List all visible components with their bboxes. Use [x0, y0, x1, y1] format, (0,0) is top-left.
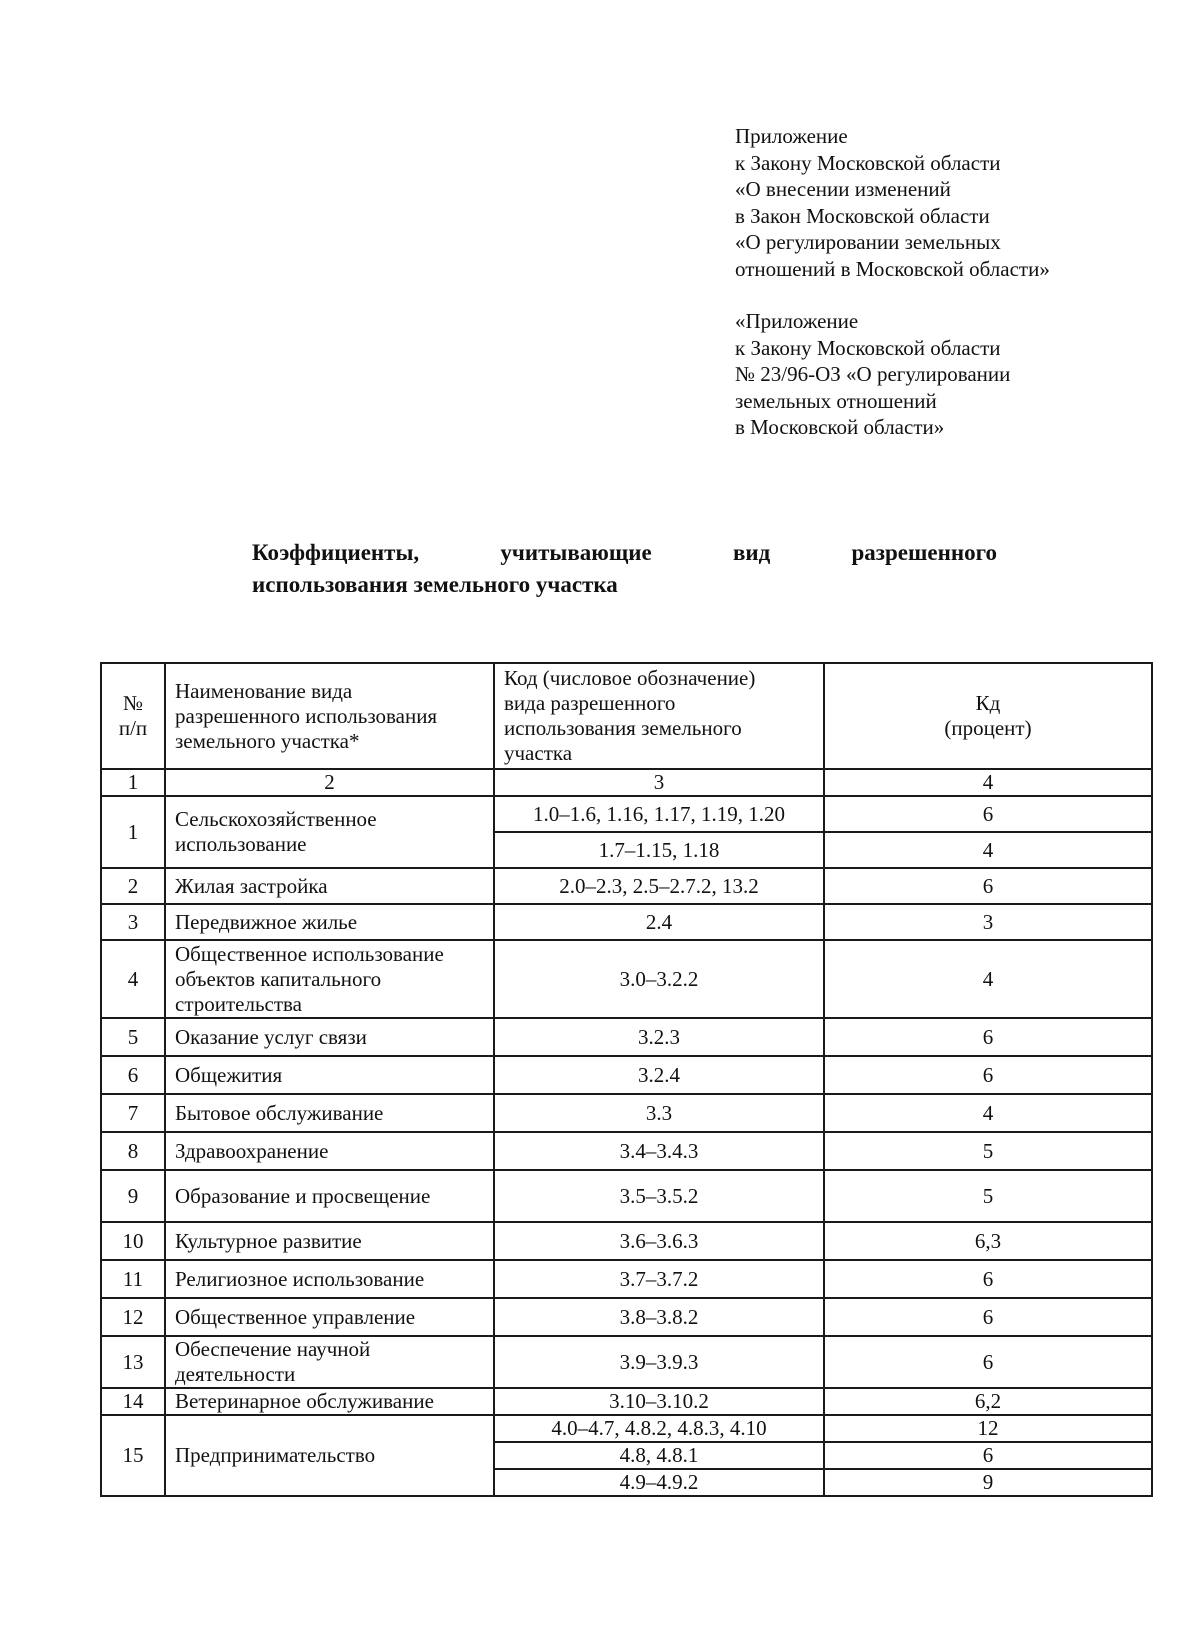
land-use-code: 3.6–3.6.3	[494, 1222, 824, 1260]
document-title-line-1	[252, 537, 997, 569]
row-number: 7	[101, 1094, 165, 1132]
row-number: 9	[101, 1170, 165, 1222]
land-use-name: Оказание услуг связи	[165, 1018, 494, 1056]
row-number: 15	[101, 1415, 165, 1496]
land-use-name: Общественное управление	[165, 1298, 494, 1336]
table-row	[101, 1260, 1152, 1298]
land-use-name: Бытовое обслуживание	[165, 1094, 494, 1132]
header-num-line: п/п	[118, 716, 148, 740]
land-use-code: 3.3	[494, 1094, 824, 1132]
table-row	[101, 904, 1152, 940]
kd-percent: 6	[824, 1056, 1152, 1094]
table-row	[101, 1415, 1152, 1442]
land-use-code: 1.0–1.6, 1.16, 1.17, 1.19, 1.20	[494, 796, 824, 832]
row-number: 11	[101, 1260, 165, 1298]
kd-percent: 3	[824, 904, 1152, 940]
document-title-line-2: использования земельного участка	[252, 572, 618, 597]
header-num-line: №	[122, 691, 144, 715]
land-use-code: 2.0–2.3, 2.5–2.7.2, 13.2	[494, 868, 824, 904]
column-number-row	[101, 769, 1152, 796]
column-number: 2	[165, 769, 494, 796]
kd-percent: 6	[824, 1336, 1152, 1388]
header-code-line: участка	[504, 741, 573, 765]
land-use-name: Здравоохранение	[165, 1132, 494, 1170]
header-num	[101, 663, 165, 769]
header-code	[494, 663, 824, 769]
table-row	[101, 1018, 1152, 1056]
land-use-code: 3.5–3.5.2	[494, 1170, 824, 1222]
land-use-code: 3.0–3.2.2	[494, 940, 824, 1018]
land-use-name: Передвижное жилье	[165, 904, 494, 940]
land-use-code: 4.8, 4.8.1	[494, 1442, 824, 1469]
land-use-name: Образование и просвещение	[165, 1170, 494, 1222]
land-use-name: Предпринимательство	[165, 1415, 494, 1496]
original-appendix-header-line: «Приложение	[735, 309, 859, 333]
row-number: 10	[101, 1222, 165, 1260]
land-use-name: Ветеринарное обслуживание	[165, 1388, 494, 1415]
row-number: 5	[101, 1018, 165, 1056]
table-row	[101, 1222, 1152, 1260]
land-use-name: Сельскохозяйственное использование	[165, 796, 494, 868]
header-kd	[824, 663, 1152, 769]
document-title	[252, 537, 997, 601]
table-row	[101, 940, 1152, 1018]
original-appendix-header	[735, 308, 1155, 441]
land-use-code: 3.4–3.4.3	[494, 1132, 824, 1170]
row-number: 3	[101, 904, 165, 940]
land-use-code: 4.9–4.9.2	[494, 1469, 824, 1496]
table-row	[101, 796, 1152, 832]
land-use-name: Обеспечение научной деятельности	[165, 1336, 494, 1388]
kd-percent: 4	[824, 940, 1152, 1018]
table-row	[101, 1388, 1152, 1415]
row-number: 12	[101, 1298, 165, 1336]
original-appendix-header-line: земельных отношений	[735, 388, 937, 413]
land-use-code: 3.10–3.10.2	[494, 1388, 824, 1415]
original-appendix-header-line: в Московской области»	[735, 415, 945, 439]
kd-percent: 4	[824, 1094, 1152, 1132]
appendix-header-line: в Закон Московской области	[735, 203, 990, 228]
table-row	[101, 1056, 1152, 1094]
table-row	[101, 1336, 1152, 1388]
land-use-code: 3.8–3.8.2	[494, 1298, 824, 1336]
column-number: 3	[494, 769, 824, 796]
column-number: 1	[101, 769, 165, 796]
original-appendix-header-line: № 23/96-ОЗ «О регулировании	[735, 362, 1011, 386]
kd-percent: 6,3	[824, 1222, 1152, 1260]
header-kd-line: Кд	[975, 691, 1001, 715]
header-kd-line: (процент)	[944, 716, 1032, 740]
coefficients-table	[100, 662, 1153, 1497]
kd-percent: 9	[824, 1469, 1152, 1496]
original-appendix-header-line: к Закону Московской области	[735, 335, 1001, 360]
kd-percent: 6	[824, 868, 1152, 904]
header-code-line: вида разрешенного	[504, 691, 676, 715]
kd-percent: 6,2	[824, 1388, 1152, 1415]
kd-percent: 6	[824, 1442, 1152, 1469]
title-word: вид	[732, 540, 771, 565]
land-use-code: 3.7–3.7.2	[494, 1260, 824, 1298]
kd-percent: 6	[824, 1298, 1152, 1336]
appendix-header-line: «О внесении изменений	[735, 177, 951, 201]
table-row	[101, 868, 1152, 904]
row-number: 8	[101, 1132, 165, 1170]
kd-percent: 12	[824, 1415, 1152, 1442]
table-row	[101, 1170, 1152, 1222]
row-number: 2	[101, 868, 165, 904]
kd-percent: 6	[824, 1018, 1152, 1056]
appendix-header-line: «О регулировании земельных	[735, 230, 1001, 254]
header-code-line: использования земельного	[504, 716, 742, 740]
land-use-code: 3.9–3.9.3	[494, 1336, 824, 1388]
row-number: 13	[101, 1336, 165, 1388]
land-use-code: 4.0–4.7, 4.8.2, 4.8.3, 4.10	[494, 1415, 824, 1442]
land-use-code: 2.4	[494, 904, 824, 940]
table-header-row	[101, 663, 1152, 769]
appendix-header-line: к Закону Московской области	[735, 150, 1001, 175]
kd-percent: 5	[824, 1132, 1152, 1170]
table-row	[101, 1132, 1152, 1170]
title-word: учитывающие	[500, 540, 652, 565]
header-name-line: разрешенного использования	[175, 703, 438, 728]
title-word: разрешенного	[851, 540, 997, 565]
land-use-name: Общественное использование объектов капитального строительства	[165, 940, 494, 1018]
column-number: 4	[824, 769, 1152, 796]
land-use-name: Общежития	[165, 1056, 494, 1094]
kd-percent: 4	[824, 832, 1152, 868]
kd-percent: 5	[824, 1170, 1152, 1222]
land-use-name: Религиозное использование	[165, 1260, 494, 1298]
appendix-header-line: отношений в Московской области»	[735, 256, 1050, 281]
row-number: 6	[101, 1056, 165, 1094]
land-use-code: 3.2.4	[494, 1056, 824, 1094]
land-use-code: 3.2.3	[494, 1018, 824, 1056]
header-name-line: Наименование вида	[175, 678, 353, 703]
row-number: 4	[101, 940, 165, 1018]
kd-percent: 6	[824, 1260, 1152, 1298]
header-name-line: земельного участка*	[175, 728, 360, 753]
title-word: Коэффициенты,	[252, 540, 420, 565]
header-name	[165, 663, 494, 769]
table-row	[101, 1298, 1152, 1336]
land-use-code: 1.7–1.15, 1.18	[494, 832, 824, 868]
kd-percent: 6	[824, 796, 1152, 832]
appendix-header-line: Приложение	[735, 124, 848, 148]
land-use-name: Жилая застройка	[165, 868, 494, 904]
row-number: 14	[101, 1388, 165, 1415]
table-row	[101, 1094, 1152, 1132]
land-use-name: Культурное развитие	[165, 1222, 494, 1260]
row-number: 1	[101, 796, 165, 868]
header-code-line: Код (числовое обозначение)	[504, 666, 756, 690]
appendix-header	[735, 123, 1155, 282]
